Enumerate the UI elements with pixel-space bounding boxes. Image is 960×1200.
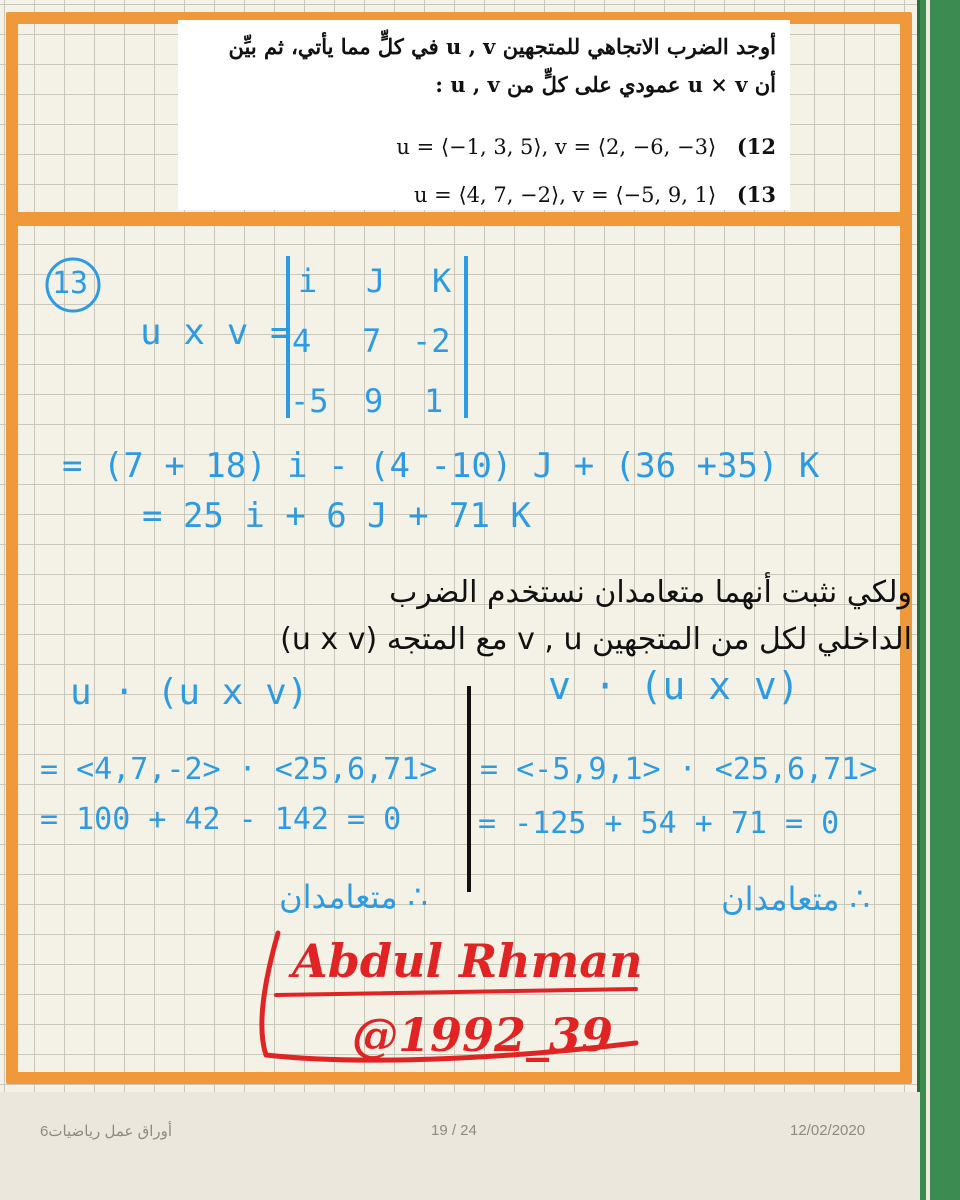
page-footer: [0, 1092, 920, 1200]
right-check-heading: v · (u x v): [548, 664, 800, 708]
question-line-2: أن u × v عمودي على كلٍّ من u , v :: [435, 72, 776, 97]
matrix-cell-v1: -5: [290, 382, 329, 420]
matrix-cell-i: i: [298, 262, 318, 300]
document-date: 12/02/2020: [790, 1122, 866, 1139]
right-check-line-2: = -125 + 54 + 71 = 0: [478, 806, 840, 841]
left-check-line-1: = <4,7,-2> · <25,6,71>: [40, 752, 438, 787]
problem-number: 13: [52, 266, 89, 301]
left-check-line-2: = 100 + 42 - 142 = 0: [40, 802, 402, 837]
question-line-1: أوجد الضرب الاتجاهي للمتجهين u , v في كلٍّ مما يأتي، ثم بيِّن: [228, 34, 776, 59]
matrix-cell-u1: 4: [292, 322, 312, 360]
item-13-expression: u = ⟨4, 7, −2⟩, v = ⟨−5, 9, 1⟩: [413, 183, 717, 207]
item-13-number: (13: [736, 182, 776, 207]
matrix-cell-k: K: [432, 262, 452, 300]
expansion-step-2: = 25 i + 6 J + 71 K: [142, 496, 531, 536]
cross-product-lhs: u x v =: [140, 312, 292, 353]
matrix-cell-j: J: [366, 262, 386, 300]
document-title: أوراق عمل رياضيات6: [40, 1123, 173, 1140]
matrix-cell-u3: -2: [412, 322, 451, 360]
question-item-12: [396, 134, 776, 159]
question-box: [178, 20, 790, 210]
work-divider: [467, 686, 471, 892]
frame-divider: [6, 212, 912, 226]
left-conclusion: ∴ متعامدان: [279, 878, 428, 916]
signature-handle: @1992_39: [352, 1008, 614, 1062]
expansion-step-1: = (7 + 18) i - (4 -10) J + (36 +35) K: [62, 446, 820, 486]
page-indicator[interactable]: 19 / 24: [431, 1122, 477, 1139]
notebook-spine: [917, 0, 960, 1200]
matrix-cell-v3: 1: [424, 382, 444, 420]
item-12-number: (12: [736, 134, 776, 159]
question-item-13: [414, 182, 776, 207]
note-line-2: الداخلي لكل من المتجهين v , u مع المتجه (u x v): [280, 622, 912, 657]
matrix-cell-u2: 7: [362, 322, 382, 360]
matrix-cell-v2: 9: [364, 382, 384, 420]
left-check-heading: u · (u x v): [70, 672, 309, 713]
right-conclusion: ∴ متعامدان: [721, 880, 870, 918]
right-check-line-1: = <-5,9,1> · <25,6,71>: [480, 752, 878, 787]
signature-name: Abdul Rhman: [292, 934, 643, 988]
note-line-1: ولكي نثبت أنهما متعامدان نستخدم الضرب: [389, 575, 912, 610]
item-12-expression: u = ⟨−1, 3, 5⟩, v = ⟨2, −6, −3⟩: [396, 135, 717, 159]
